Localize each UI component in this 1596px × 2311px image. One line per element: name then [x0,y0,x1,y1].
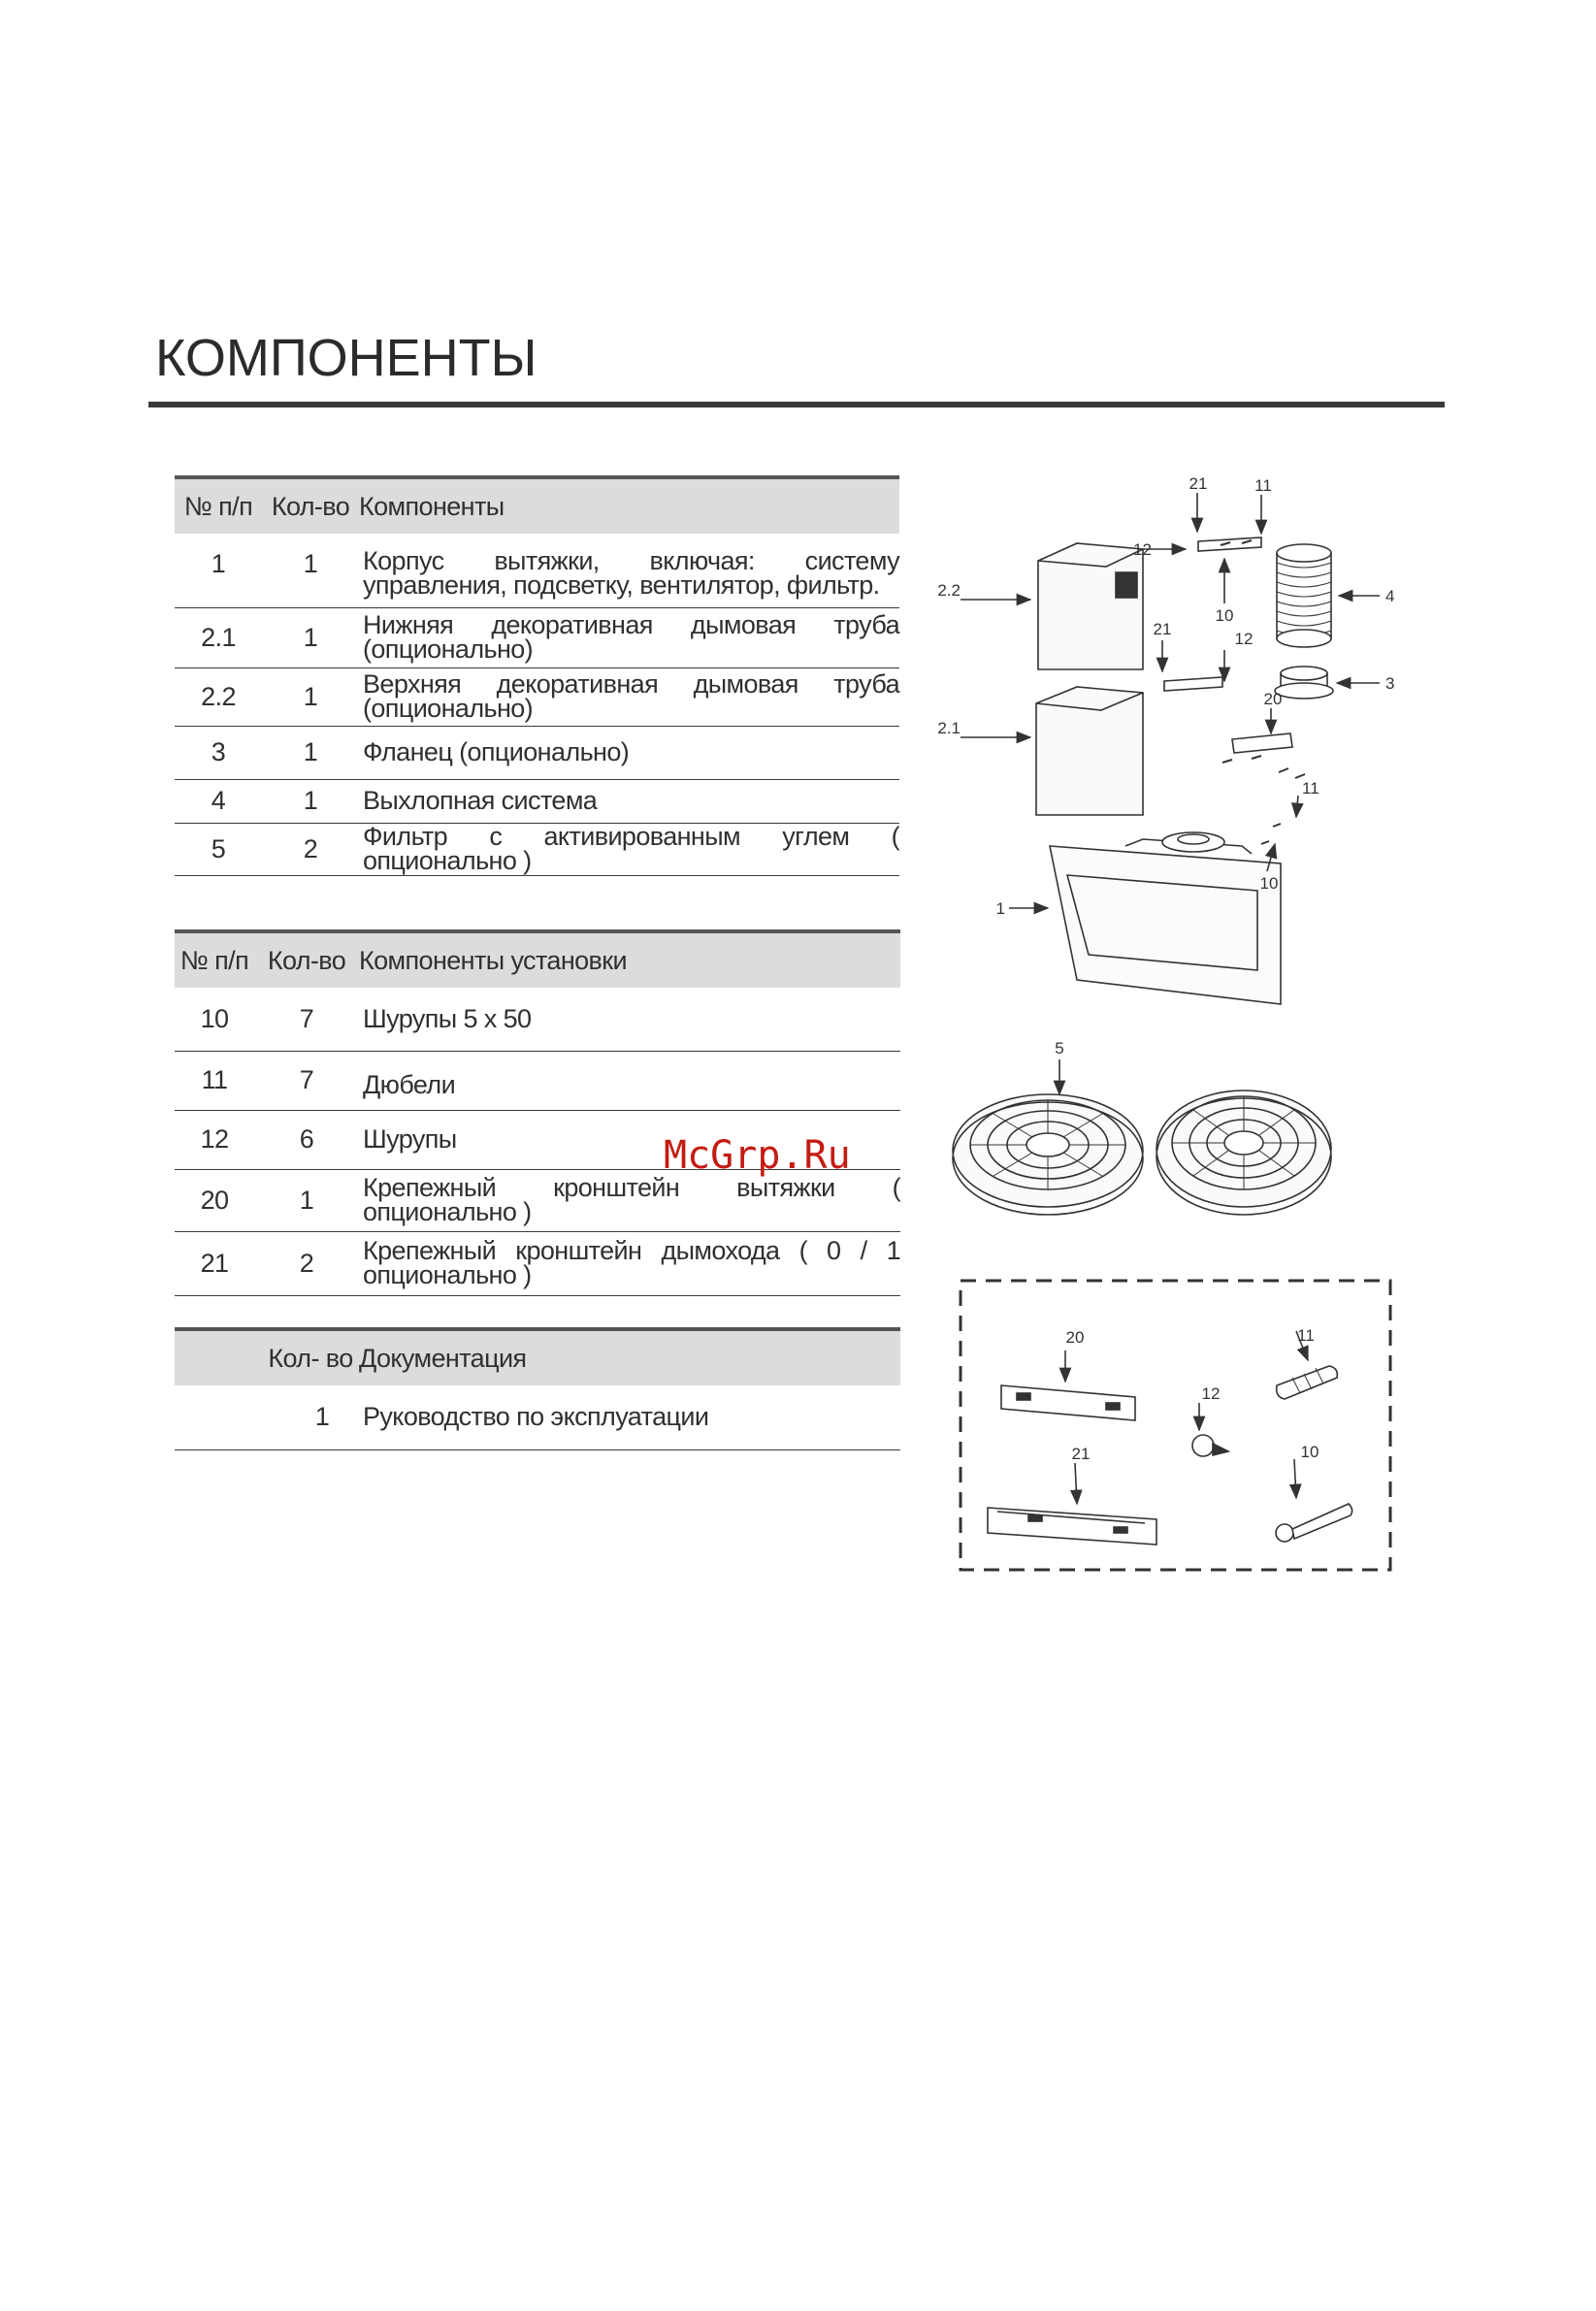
table-row [175,534,899,607]
kit-label-11: 11 [1297,1326,1315,1345]
table-row [175,1385,900,1449]
label-2-2: 2.2 [937,581,961,600]
kit-label-20: 20 [1065,1328,1085,1347]
header-qty: Кол-во [262,477,359,534]
label-11a: 11 [1254,476,1272,495]
title-divider [148,402,1445,407]
row-desc: Дюбели [359,1051,900,1110]
table-row [175,607,899,667]
row-desc: Фланец (опционально) [359,726,899,779]
row-desc: Шурупы 5 x 50 [359,988,900,1051]
label-12b: 12 [1234,630,1254,648]
row-num: 20 [175,1169,254,1231]
header-desc: Компоненты [359,477,899,534]
row-num: 21 [175,1231,254,1295]
row-num: 1 [175,534,262,607]
label-4: 4 [1385,587,1395,605]
label-11b: 11 [1302,779,1319,797]
watermark: McGrp.Ru [664,1133,851,1178]
label-12a: 12 [1133,540,1152,559]
row-desc: Крепежный кронштейн вытяжки ( опционально ) [359,1169,900,1231]
installation-table [175,929,900,1296]
row-qty: 6 [254,1110,359,1169]
row-num: 12 [175,1110,254,1169]
table-row [175,667,899,726]
row-qty: 7 [254,988,359,1051]
label-1: 1 [995,899,1005,918]
components-table [175,475,899,876]
header-num: № п/п [175,931,254,988]
row-num: 11 [175,1051,254,1110]
label-2-1: 2.1 [937,719,961,737]
table-row [175,726,899,779]
row-qty: 1 [262,667,359,726]
row-desc: Крепежный кронштейн дымохода ( 0 / 1 опционально ) [359,1231,900,1295]
row-desc: Корпус вытяжки, включая: систему управления, подсветку, вентилятор, фильтр. [359,534,899,607]
row-qty: 1 [262,607,359,667]
table-header-row [175,931,900,988]
kit-label-12: 12 [1201,1384,1221,1403]
table-row [175,1169,900,1231]
label-10b: 10 [1259,874,1279,893]
label-21b: 21 [1153,620,1172,638]
row-num: 4 [175,779,262,823]
row-desc: Фильтр с активированным углем ( опционально ) [359,823,899,875]
header-qty: Кол-во [254,931,359,988]
table-header-row [175,477,899,534]
row-desc: Шурупы [359,1110,900,1169]
row-qty: 7 [254,1051,359,1110]
row-desc: Верхняя декоративная дымовая труба (опционально) [359,667,899,726]
table-row [175,1231,900,1295]
table-row [175,779,899,823]
table-header-row [175,1329,900,1385]
row-num: 10 [175,988,254,1051]
row-desc: Руководство по эксплуатации [359,1385,900,1449]
row-qty: 1 [262,534,359,607]
row-qty: 2 [262,823,359,875]
table-row [175,988,900,1051]
label-3: 3 [1385,674,1395,693]
table-row [175,1051,900,1110]
row-num [175,1385,262,1449]
label-5: 5 [1055,1039,1064,1058]
row-qty: 2 [254,1231,359,1295]
row-num: 3 [175,726,262,779]
header-num [175,1329,262,1385]
kit-label-10: 10 [1300,1443,1319,1461]
row-qty: 1 [254,1169,359,1231]
header-num: № п/п [175,477,262,534]
row-desc: Нижняя декоративная дымовая труба (опционально) [359,607,899,667]
row-qty: 1 [262,779,359,823]
table-row [175,823,899,875]
row-num: 5 [175,823,262,875]
row-qty: 1 [262,1385,359,1449]
page-title: КОМПОНЕНТЫ [155,329,537,387]
label-10a: 10 [1215,606,1234,625]
assembly-figure [931,466,1436,1611]
kit-label-21: 21 [1071,1445,1091,1463]
header-desc: Документация [359,1329,900,1385]
row-qty: 1 [262,726,359,779]
row-num: 2.2 [175,667,262,726]
row-num: 2.1 [175,607,262,667]
filter-group [953,1059,1331,1215]
header-desc: Компоненты установки [359,931,900,988]
documentation-table [175,1327,900,1450]
header-qty: Кол- во [262,1329,359,1385]
label-21a: 21 [1189,474,1208,493]
label-20: 20 [1263,690,1283,708]
row-desc: Выхлопная система [359,779,899,823]
